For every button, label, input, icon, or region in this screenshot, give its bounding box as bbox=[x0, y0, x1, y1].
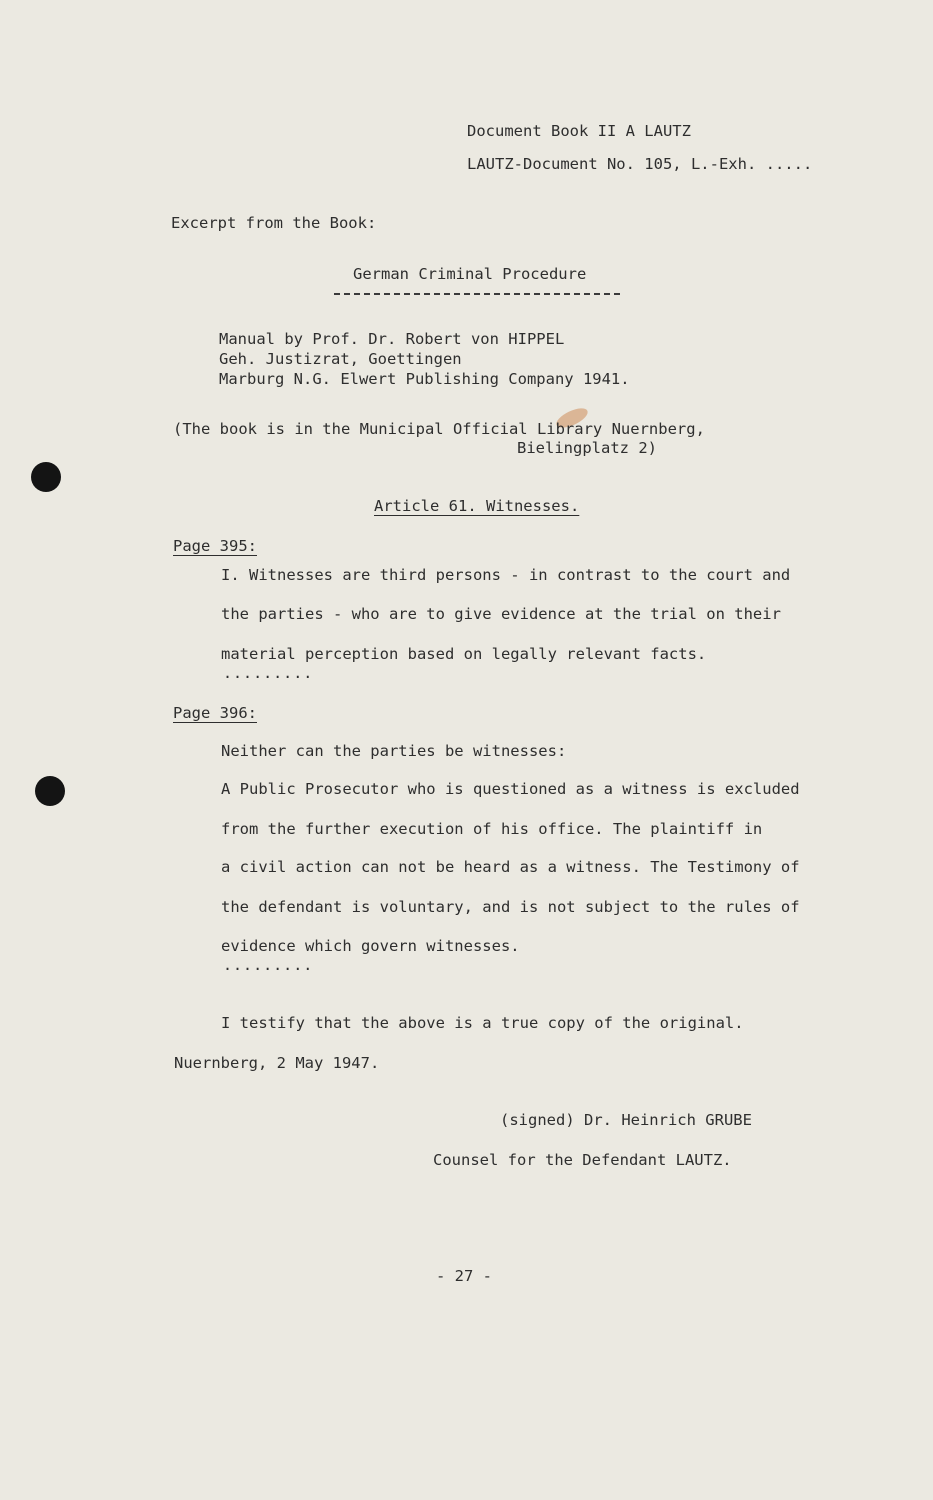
library-location-line2: Bielingplatz 2) bbox=[517, 439, 657, 457]
page-label-396: Page 396: bbox=[173, 704, 257, 722]
section2-line4: a civil action can not be heard as a witness. The Testimony of bbox=[221, 858, 800, 876]
library-location-line1: (The book is in the Municipal Official Library Nuernberg, bbox=[173, 420, 705, 438]
punch-hole-bottom bbox=[35, 776, 65, 806]
page-label-395: Page 395: bbox=[173, 537, 257, 555]
section1-line1: I. Witnesses are third persons - in contrast to the court and bbox=[221, 566, 791, 584]
section1-line3: material perception based on legally relevant facts. bbox=[221, 645, 707, 663]
section1-ellipsis: ......... bbox=[223, 664, 314, 682]
page-number: - 27 - bbox=[436, 1267, 492, 1285]
punch-hole-top bbox=[31, 462, 61, 492]
section1-line2: the parties - who are to give evidence at the trial on their bbox=[221, 605, 781, 623]
document-number: LAUTZ-Document No. 105, L.-Exh. ..... bbox=[467, 155, 813, 173]
signer-role: Counsel for the Defendant LAUTZ. bbox=[433, 1151, 732, 1169]
section2-line2: A Public Prosecutor who is questioned as a witness is excluded bbox=[221, 780, 800, 798]
excerpt-heading: Excerpt from the Book: bbox=[171, 214, 377, 232]
testify-statement: I testify that the above is a true copy of the original. bbox=[221, 1014, 744, 1032]
section2-line6: evidence which govern witnesses. bbox=[221, 937, 520, 955]
book-info-author: Manual by Prof. Dr. Robert von HIPPEL bbox=[219, 330, 565, 348]
document-book-label: Document Book II A LAUTZ bbox=[467, 122, 691, 140]
section2-line5: the defendant is voluntary, and is not subject to the rules of bbox=[221, 898, 800, 916]
section2-ellipsis: ......... bbox=[223, 956, 314, 974]
section2-line1: Neither can the parties be witnesses: bbox=[221, 742, 567, 760]
article-title: Article 61. Witnesses. bbox=[374, 497, 580, 515]
signature-line: (signed) Dr. Heinrich GRUBE bbox=[500, 1111, 752, 1129]
section2-line3: from the further execution of his office. The plaintiff in bbox=[221, 820, 763, 838]
book-info-affiliation: Geh. Justizrat, Goettingen bbox=[219, 350, 462, 368]
title-dashed-rule bbox=[334, 293, 620, 295]
book-info-publisher: Marburg N.G. Elwert Publishing Company 1941. bbox=[219, 370, 630, 388]
book-title: German Criminal Procedure bbox=[353, 265, 587, 283]
place-date: Nuernberg, 2 May 1947. bbox=[174, 1054, 380, 1072]
